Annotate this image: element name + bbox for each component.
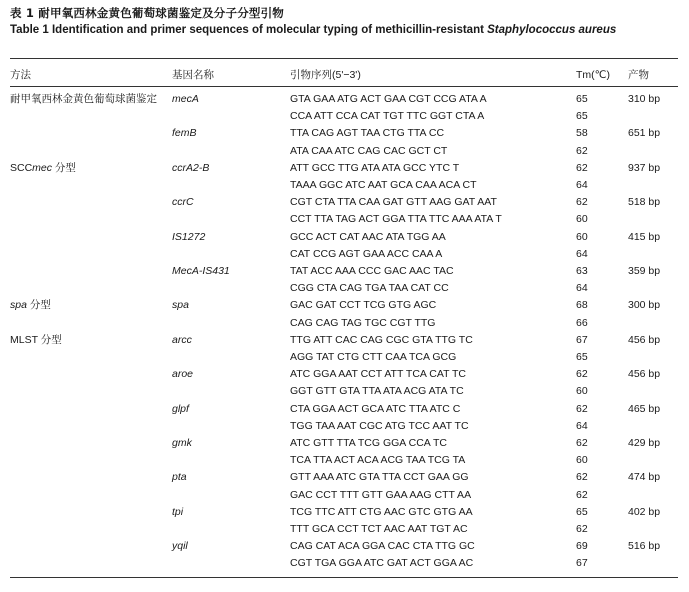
product-cell: 429 bp bbox=[628, 437, 661, 449]
tm-cell: 62 bbox=[576, 471, 588, 483]
sequence-cell: TCA TTA ACT ACA ACG TAA TCG TA bbox=[290, 454, 466, 466]
header-product: 产物 bbox=[628, 69, 649, 81]
sequence-cell: GGT GTT GTA TTA ATA ACG ATA TC bbox=[290, 385, 464, 397]
sequence-cell: CAT CCG AGT GAA ACC CAA A bbox=[290, 248, 443, 260]
gene-cell: ccrC bbox=[172, 196, 194, 208]
table-title-cn: 表 1 耐甲氧西林金黄色葡萄球菌鉴定及分子分型引物 bbox=[10, 6, 285, 20]
tm-cell: 66 bbox=[576, 317, 588, 329]
tm-cell: 60 bbox=[576, 213, 588, 225]
sequence-cell: CGT CTA TTA CAA GAT GTT AAG GAT AAT bbox=[290, 196, 497, 208]
sequence-cell: TAAA GGC ATC AAT GCA CAA ACA CT bbox=[290, 179, 477, 191]
tm-cell: 62 bbox=[576, 162, 588, 174]
product-cell: 474 bp bbox=[628, 471, 661, 483]
header-gene: 基因名称 bbox=[172, 69, 214, 81]
table-title-en bbox=[10, 24, 616, 36]
tm-cell: 62 bbox=[576, 523, 588, 535]
tm-cell: 60 bbox=[576, 454, 588, 466]
header-method: 方法 bbox=[10, 69, 31, 81]
sequence-cell: ATT GCC TTG ATA ATA GCC YTC T bbox=[290, 162, 460, 174]
tm-cell: 68 bbox=[576, 299, 588, 311]
tm-cell: 64 bbox=[576, 248, 588, 260]
product-cell: 300 bp bbox=[628, 299, 661, 311]
sequence-cell: TTA CAG AGT TAA CTG TTA CC bbox=[290, 127, 445, 139]
product-cell: 651 bp bbox=[628, 127, 661, 139]
sequence-cell: ATC GGA AAT CCT ATT TCA CAT TC bbox=[290, 368, 467, 380]
top-rule bbox=[10, 58, 678, 59]
gene-cell: ccrA2-B bbox=[172, 162, 210, 174]
sequence-cell: ATA CAA ATC CAG CAC GCT CT bbox=[290, 145, 448, 157]
product-cell: 516 bp bbox=[628, 540, 661, 552]
sequence-cell: TTT GCA CCT TCT AAC AAT TGT AC bbox=[290, 523, 468, 535]
sequence-cell: CGG CTA CAG TGA TAA CAT CC bbox=[290, 282, 449, 294]
method-text: SCC bbox=[10, 162, 33, 174]
method-text: MLST 分型 bbox=[10, 334, 62, 346]
tm-cell: 62 bbox=[576, 368, 588, 380]
sequence-cell: ATC GTT TTA TCG GGA CCA TC bbox=[290, 437, 447, 449]
gene-cell: MecA-IS431 bbox=[172, 265, 230, 277]
tm-cell: 64 bbox=[576, 282, 588, 294]
header-rule bbox=[10, 86, 678, 87]
gene-cell: pta bbox=[172, 471, 187, 483]
product-cell: 465 bp bbox=[628, 403, 661, 415]
sequence-cell: CCA ATT CCA CAT TGT TTC GGT CTA A bbox=[290, 110, 485, 122]
sequence-cell: CAG CAT ACA GGA CAC CTA TTG GC bbox=[290, 540, 475, 552]
tm-cell: 62 bbox=[576, 403, 588, 415]
tm-cell: 65 bbox=[576, 93, 588, 105]
tm-cell: 63 bbox=[576, 265, 588, 277]
tm-cell: 65 bbox=[576, 351, 588, 363]
method-italic-text: mec bbox=[32, 162, 53, 174]
method-italic-text: spa bbox=[10, 299, 27, 311]
sequence-cell: GTA GAA ATG ACT GAA CGT CCG ATA A bbox=[290, 93, 487, 105]
table-title-en-species: Staphylococcus aureus bbox=[487, 24, 617, 36]
sequence-cell: TTG ATT CAC CAG CGC GTA TTG TC bbox=[290, 334, 473, 346]
product-cell: 310 bp bbox=[628, 93, 661, 105]
tm-cell: 67 bbox=[576, 557, 588, 569]
method-rest-text: 分型 bbox=[26, 299, 51, 311]
gene-cell: glpf bbox=[172, 403, 189, 415]
gene-cell: spa bbox=[172, 299, 189, 311]
sequence-cell: GTT AAA ATC GTA TTA CCT GAA GG bbox=[290, 471, 469, 483]
header-sequence: 引物序列(5'−3') bbox=[290, 69, 361, 81]
tm-cell: 69 bbox=[576, 540, 588, 552]
sequence-cell: CAG CAG TAG TGC CGT TTG bbox=[290, 317, 436, 329]
gene-cell: femB bbox=[172, 127, 197, 139]
tm-cell: 64 bbox=[576, 420, 588, 432]
tm-cell: 58 bbox=[576, 127, 588, 139]
gene-cell: yqil bbox=[172, 540, 188, 552]
tm-cell: 64 bbox=[576, 179, 588, 191]
tm-cell: 65 bbox=[576, 506, 588, 518]
bottom-rule bbox=[10, 577, 678, 578]
tm-cell: 65 bbox=[576, 110, 588, 122]
tm-cell: 62 bbox=[576, 489, 588, 501]
sequence-cell: AGG TAT CTG CTT CAA TCA GCG bbox=[290, 351, 457, 363]
method-text: 耐甲氧西林金黄色葡萄球菌鉴定 bbox=[10, 93, 157, 105]
product-cell: 415 bp bbox=[628, 231, 661, 243]
product-cell: 456 bp bbox=[628, 334, 661, 346]
header-tm: Tm(℃) bbox=[576, 69, 610, 81]
product-cell: 456 bp bbox=[628, 368, 661, 380]
tm-cell: 62 bbox=[576, 145, 588, 157]
sequence-cell: TCG TTC ATT CTG AAC GTC GTG AA bbox=[290, 506, 473, 518]
tm-cell: 62 bbox=[576, 196, 588, 208]
tm-cell: 60 bbox=[576, 231, 588, 243]
sequence-cell: CCT TTA TAG ACT GGA TTA TTC AAA ATA T bbox=[290, 213, 502, 225]
method-cell bbox=[10, 162, 76, 175]
method-rest-text: 分型 bbox=[52, 162, 76, 174]
method-cell bbox=[10, 334, 62, 347]
product-cell: 518 bp bbox=[628, 196, 661, 208]
gene-cell: IS1272 bbox=[172, 231, 206, 243]
gene-cell: mecA bbox=[172, 93, 199, 105]
sequence-cell: GAC GAT CCT TCG GTG AGC bbox=[290, 299, 437, 311]
gene-cell: arcc bbox=[172, 334, 192, 346]
gene-cell: gmk bbox=[172, 437, 192, 449]
product-cell: 359 bp bbox=[628, 265, 661, 277]
tm-cell: 60 bbox=[576, 385, 588, 397]
gene-cell: aroe bbox=[172, 368, 194, 380]
sequence-cell: TGG TAA AAT CGC ATG TCC AAT TC bbox=[290, 420, 469, 432]
sequence-cell: CTA GGA ACT GCA ATC TTA ATC C bbox=[290, 403, 461, 415]
gene-cell: tpi bbox=[172, 506, 184, 518]
sequence-cell: GCC ACT CAT AAC ATA TGG AA bbox=[290, 231, 446, 243]
method-cell bbox=[10, 299, 51, 312]
product-cell: 937 bp bbox=[628, 162, 661, 174]
sequence-cell: TAT ACC AAA CCC GAC AAC TAC bbox=[290, 265, 454, 277]
tm-cell: 67 bbox=[576, 334, 588, 346]
tm-cell: 62 bbox=[576, 437, 588, 449]
sequence-cell: CGT TGA GGA ATC GAT ACT GGA AC bbox=[290, 557, 474, 569]
table-title-en-text: Table 1 Identification and primer sequences of molecular typing of methicillin-resistant bbox=[10, 24, 488, 36]
sequence-cell: GAC CCT TTT GTT GAA AAG CTT AA bbox=[290, 489, 472, 501]
product-cell: 402 bp bbox=[628, 506, 661, 518]
method-cell bbox=[10, 93, 157, 106]
